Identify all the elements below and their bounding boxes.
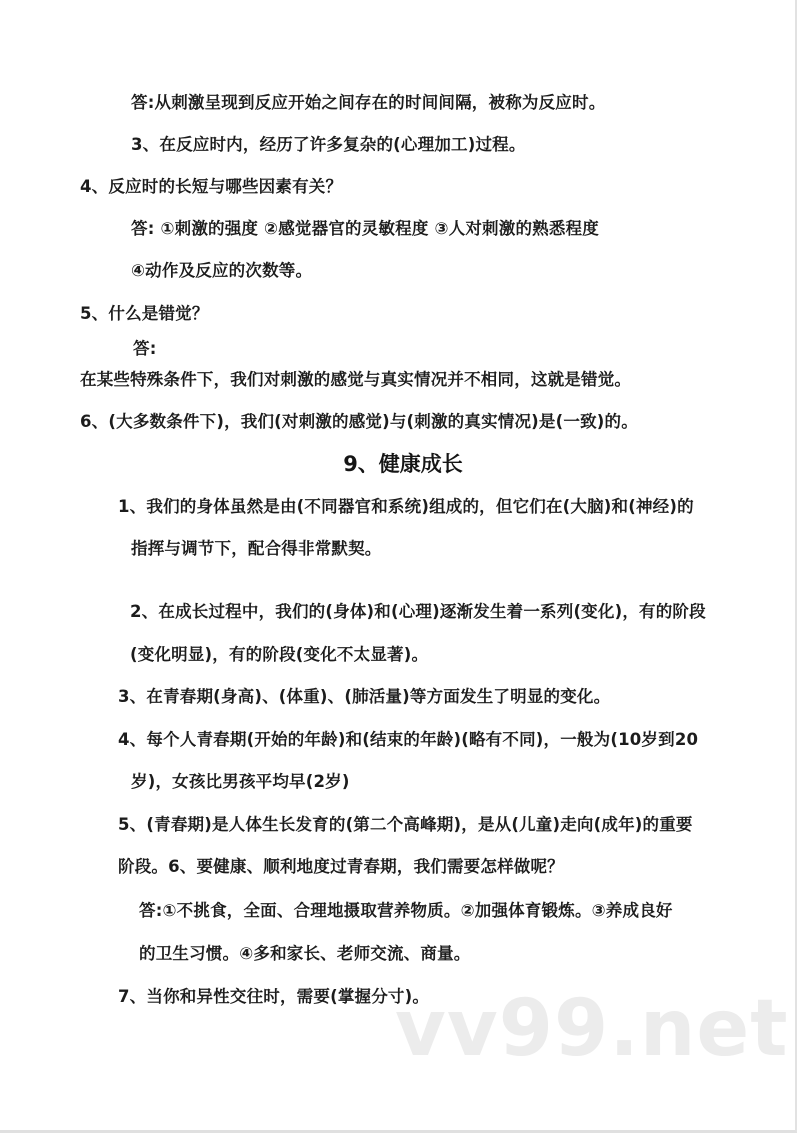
item-1-body-line-1: 1、我们的身体虽然是由(不同器官和系统)组成的，但它们在(大脑)和(神经)的 <box>118 497 694 516</box>
item-3-puberty-changes: 3、在青春期(身高)、(体重)、(肺活量)等方面发生了明显的变化。 <box>118 687 611 706</box>
answer-5-illusion-definition: 在某些特殊条件下，我们对刺激的感觉与真实情况并不相同，这就是错觉。 <box>80 370 632 389</box>
item-5-growth-peak-line-1: 5、(青春期)是人体生长发育的(第二个高峰期)，是从(儿童)走向(成年)的重要 <box>118 815 693 834</box>
item-5-6-question: 阶段。6、要健康、顺利地度过青春期，我们需要怎样做呢？ <box>118 857 564 876</box>
watermark: vv99.net <box>395 984 789 1074</box>
answer-4-factors-line-2: ④动作及反应的次数等。 <box>131 261 313 280</box>
question-5-illusion: 5、什么是错觉？ <box>80 304 209 323</box>
answer-6-line-1: 答:①不挑食，全面、合理地摄取营养物质。②加强体育锻炼。③养成良好 <box>139 901 673 920</box>
question-4-reaction-factors: 4、反应时的长短与哪些因素有关？ <box>80 177 343 196</box>
item-4-puberty-age-line-1: 4、每个人青春期(开始的年龄)和(结束的年龄)(略有不同)，一般为(10岁到20 <box>118 730 699 749</box>
item-2-growth-line-2: (变化明显)，有的阶段(变化不太显著)。 <box>130 645 429 664</box>
item-7-opposite-sex: 7、当你和异性交往时，需要(掌握分寸)。 <box>118 987 430 1006</box>
item-6-consistency: 6、(大多数条件下)，我们(对刺激的感觉)与(刺激的真实情况)是(一致)的。 <box>80 412 638 431</box>
answer-reaction-time-definition: 答:从刺激呈现到反应开始之间存在的时间间隔，被称为反应时。 <box>131 93 606 112</box>
answer-6-line-2: 的卫生习惯。④多和家长、老师交流、商量。 <box>139 944 471 963</box>
item-2-growth-line-1: 2、在成长过程中，我们的(身体)和(心理)逐渐发生着一系列(变化)，有的阶段 <box>130 602 706 621</box>
item-3-mental-processing: 3、在反应时内，经历了许多复杂的(心理加工)过程。 <box>131 135 526 154</box>
answer-4-factors-line-1: 答: ①刺激的强度 ②感觉器官的灵敏程度 ③人对刺激的熟悉程度 <box>131 219 599 238</box>
item-1-body-line-2: 指挥与调节下，配合得非常默契。 <box>131 539 382 558</box>
section-title-healthy-growth: 9、健康成长 <box>343 452 463 476</box>
item-4-puberty-age-line-2: 岁)，女孩比男孩平均早(2岁) <box>131 772 350 791</box>
answer-5-label: 答: <box>133 339 157 358</box>
